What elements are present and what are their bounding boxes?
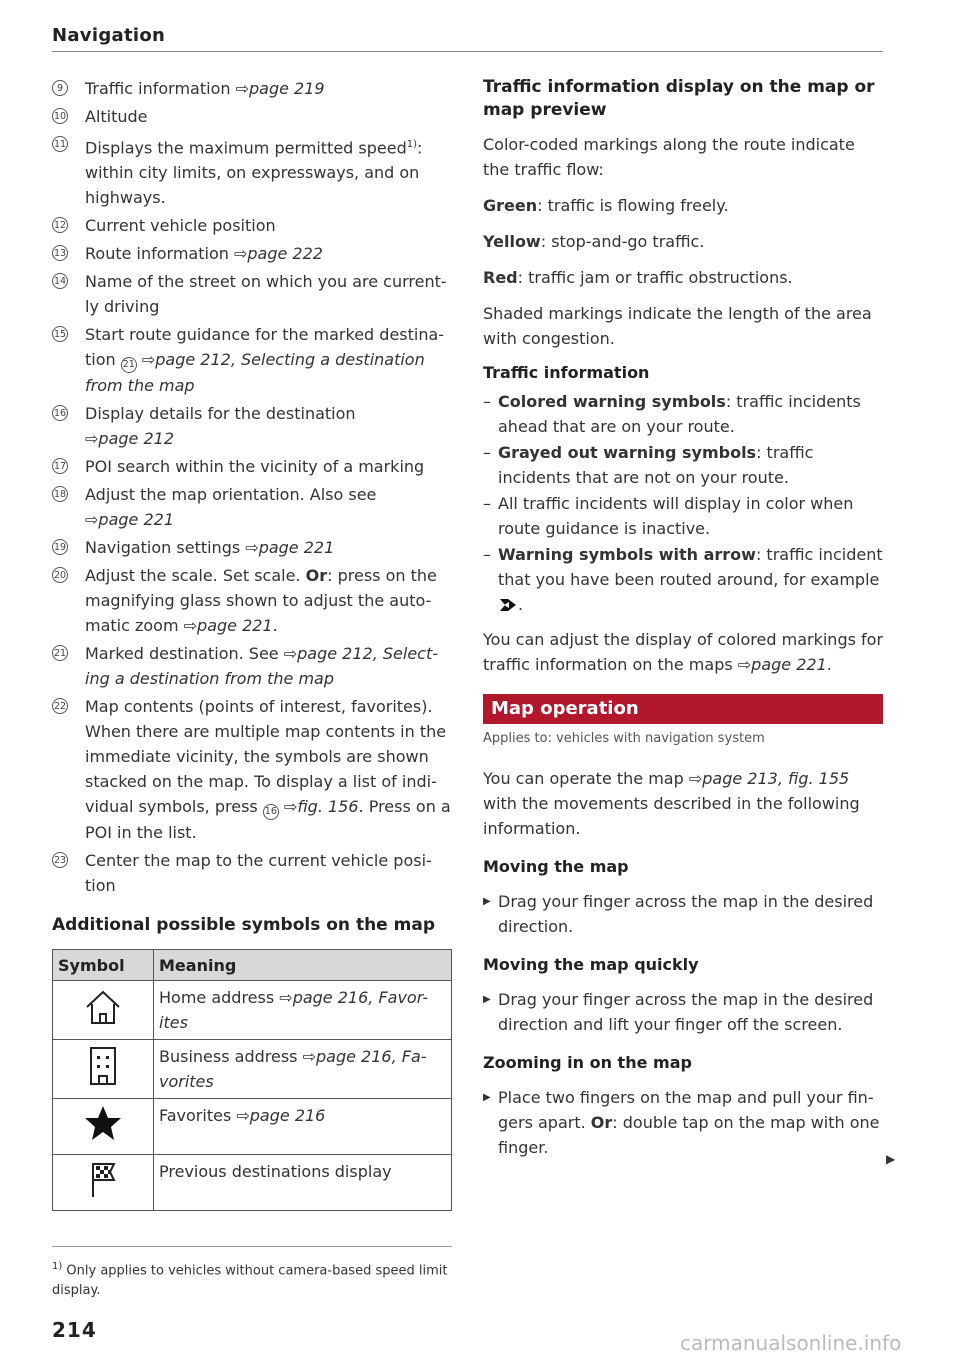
list-item: – Warning symbols with arrow: traffic incident that you have been routed around, for example .	[483, 542, 883, 617]
warning-arrow-icon	[498, 597, 518, 613]
header-divider	[52, 51, 883, 52]
operate-text-body: You can operate the map	[483, 769, 689, 788]
page-ref-link[interactable]: page 216, Favor-ites	[159, 988, 429, 1033]
legend-text: Center the map to the current vehicle posi-tion	[85, 851, 432, 896]
ref-arrow-icon: ⇨	[183, 616, 198, 636]
callout-number: 16	[52, 405, 68, 421]
traffic-display-heading: Traffic information display on the map or map preview	[483, 77, 875, 120]
map-operation-heading-bar	[483, 694, 883, 724]
ref-arrow-icon: ⇨	[141, 350, 156, 370]
ref-arrow-icon: ⇨	[283, 797, 298, 817]
callout-number: 11	[52, 136, 68, 152]
callout-number: 14	[52, 273, 68, 289]
adjust-text-body: You can adjust the display of colored markings for traffic information on the maps	[483, 630, 884, 674]
yellow-label: Yellow	[483, 232, 541, 251]
red-line	[483, 265, 883, 290]
ref-arrow-icon: ⇨	[85, 510, 99, 530]
inline-callout-number: 16	[263, 804, 279, 820]
legend-text: Navigation settings	[85, 538, 246, 558]
green-line	[483, 193, 883, 218]
page-ref-link[interactable]: page 221	[197, 616, 273, 636]
legend-text: Displays the maximum permitted speed	[85, 138, 407, 158]
right-column	[483, 76, 883, 1160]
legend-item-22	[52, 694, 452, 845]
left-column	[52, 76, 452, 1211]
legend-tail: .	[272, 616, 278, 636]
yellow-text: : stop-and-go traffic.	[540, 232, 705, 251]
ref-arrow-icon: ⇨	[283, 644, 298, 664]
zoom-heading: Zooming in on the map	[483, 1053, 692, 1072]
legend-item-16	[52, 401, 452, 451]
green-text: : traffic is flowing freely.	[537, 196, 729, 215]
callout-number: 20	[52, 567, 68, 583]
legend-text: Map contents (points of interest, favorites). When there are multiple map contents in the immediate vicinity, the symbols are shown stacked on the map. To display a list of indi-vidual symbols, press	[85, 697, 447, 817]
legend-item-20	[52, 563, 452, 638]
meaning-cell	[154, 1099, 452, 1155]
page-number: 214	[52, 1318, 97, 1342]
meaning-text: Home address	[159, 988, 280, 1008]
legend-text: Start route guidance for the marked destina-tion	[85, 325, 445, 370]
step-item	[483, 889, 883, 939]
yellow-line	[483, 229, 883, 254]
footnote-text: Only applies to vehicles without camera-based speed limit display.	[52, 1263, 448, 1299]
legend-text-cont: : within city limits, on expressways, and on highways.	[85, 138, 423, 208]
legend-item-13	[52, 241, 452, 266]
operate-text-cont: with the movements described in the following information.	[483, 794, 860, 838]
column-header-symbol: Symbol	[53, 950, 154, 981]
list-item	[483, 389, 883, 439]
inline-callout-number: 21	[121, 357, 137, 373]
page-ref-link[interactable]: page 212, Select-ing a destination from the map	[85, 644, 439, 689]
callout-number: 10	[52, 108, 68, 124]
callout-number: 17	[52, 458, 68, 474]
legend-item-15	[52, 322, 452, 398]
legend-item-14	[52, 269, 452, 319]
ref-arrow-icon: ⇨	[236, 1106, 250, 1126]
page-ref-link[interactable]: page 219	[249, 79, 325, 98]
operate-text	[483, 766, 883, 841]
legend-text: Current vehicle position	[85, 216, 276, 236]
traffic-intro: Color-coded markings along the route indicate the traffic flow:	[483, 135, 855, 179]
table-row	[53, 981, 452, 1040]
symbols-heading: Additional possible symbols on the map	[52, 915, 435, 936]
symbol-cell	[53, 1155, 154, 1211]
symbol-cell	[53, 1040, 154, 1099]
list-item-bold: Colored warning symbols	[498, 392, 726, 411]
page-header-title: Navigation	[52, 25, 166, 46]
map-operation-title: Map operation	[491, 698, 639, 719]
shaded-text: Shaded markings indicate the length of the area with congestion.	[483, 304, 872, 348]
legend-item-17	[52, 454, 452, 479]
footnote-divider	[52, 1246, 452, 1247]
ref-arrow-icon: ⇨	[245, 538, 259, 558]
ref-arrow-icon: ⇨	[688, 769, 703, 788]
step-text: Drag your finger across the map in the desired direction.	[498, 892, 874, 936]
legend-text: POI search within the vicinity of a marking	[85, 457, 425, 477]
list-item-bold: Warning symbols with arrow	[498, 545, 756, 564]
step-text-cont: : double tap on the map with one finger.	[498, 1113, 880, 1157]
red-label: Red	[483, 268, 518, 287]
meaning-text: Favorites	[159, 1106, 237, 1126]
ref-arrow-icon: ⇨	[235, 79, 249, 98]
legend-item-21	[52, 641, 452, 691]
business-icon	[88, 1046, 118, 1086]
legend-item-10	[52, 104, 452, 129]
page-ref-link[interactable]: page 216	[249, 1106, 326, 1126]
table-row	[53, 1040, 452, 1099]
legend-text: Name of the street on which you are current-ly driving	[85, 272, 447, 317]
legend-text: Display details for the destination	[85, 404, 356, 424]
callout-number: 21	[52, 645, 68, 661]
list-item-text: : traffic incidents ahead that are on your route.	[498, 392, 861, 436]
ref-arrow-icon: ⇨	[279, 988, 293, 1008]
meaning-cell	[154, 981, 452, 1040]
legend-text-cont: : press on the magnifying glass shown to adjust the auto-matic zoom	[85, 566, 437, 636]
list-item	[483, 491, 883, 541]
page-ref-link[interactable]: page 221	[258, 538, 335, 558]
callout-number: 12	[52, 217, 68, 233]
meaning-text: Business address	[159, 1047, 303, 1067]
fig-ref-link[interactable]: fig. 156	[297, 797, 359, 817]
watermark: carmanualsonline.info	[680, 1331, 902, 1355]
legend-item-19	[52, 535, 452, 560]
green-label: Green	[483, 196, 538, 215]
page-ref-link[interactable]: page 213, fig. 155	[702, 769, 850, 788]
meaning-cell	[154, 1040, 452, 1099]
page-ref-link[interactable]: page 221	[98, 510, 174, 530]
table-header-row	[53, 950, 452, 981]
step-text: Drag your finger across the map in the desired direction and lift your finger off the screen.	[498, 990, 874, 1034]
callout-number: 23	[52, 852, 68, 868]
step-item	[483, 1085, 883, 1160]
adjust-text: You can adjust the display of colored markings for traffic information on the maps ⇨page 221.	[483, 630, 884, 674]
legend-tail: . Press on a POI in the list.	[85, 797, 451, 843]
legend-text: Traffic information	[85, 79, 236, 98]
meaning-text: Previous destinations display	[159, 1162, 392, 1182]
or-label: Or	[305, 566, 328, 586]
callout-number: 22	[52, 698, 68, 714]
footnote-marker: 1)	[52, 1261, 63, 1272]
symbol-cell	[53, 981, 154, 1040]
page-ref-link[interactable]: page 222	[247, 244, 323, 264]
meaning-cell	[154, 1155, 452, 1211]
moving-heading: Moving the map	[483, 857, 629, 876]
callout-number: 9	[52, 80, 68, 96]
legend-item-23	[52, 848, 452, 898]
page-ref-link[interactable]: page 212, Selecting a destination from the map	[85, 350, 425, 396]
legend-item-11	[52, 132, 452, 210]
home-icon	[83, 987, 123, 1027]
ref-arrow-icon: ⇨	[233, 244, 248, 264]
star-icon	[83, 1103, 123, 1143]
step-text: Place two fingers on the map and pull your fin-gers apart.	[498, 1088, 874, 1132]
symbol-cell	[53, 1099, 154, 1155]
legend-text: Marked destination. See	[85, 644, 284, 664]
page-ref-link[interactable]: page 212	[98, 429, 174, 449]
legend-text: Adjust the scale. Set scale.	[85, 566, 301, 586]
symbols-table	[52, 949, 452, 1211]
red-text: : traffic jam or traffic obstructions.	[517, 268, 793, 287]
continue-arrow-icon: ▶	[886, 1152, 896, 1166]
quick-heading: Moving the map quickly	[483, 955, 699, 974]
footnote	[52, 1257, 452, 1301]
callout-number: 13	[52, 245, 68, 261]
page-ref-link[interactable]: page 221	[751, 655, 827, 674]
ref-arrow-icon: ⇨	[737, 655, 752, 674]
list-item-bold: Grayed out warning symbols	[498, 443, 757, 462]
legend-text: Altitude	[85, 107, 148, 126]
callout-number: 19	[52, 539, 68, 555]
footnote-ref[interactable]: 1)	[406, 139, 418, 150]
list-item-text: All traffic incidents will display in color when route guidance is inactive.	[498, 494, 854, 538]
legend-item-12	[52, 213, 452, 238]
ref-arrow-icon: ⇨	[302, 1047, 316, 1067]
column-header-meaning: Meaning	[154, 950, 452, 981]
list-item-text: : traffic incident that you have been routed around, for example	[498, 545, 883, 589]
step-item	[483, 987, 883, 1037]
legend-text: Adjust the map orientation. Also see	[85, 485, 377, 505]
legend-item-18	[52, 482, 452, 532]
table-row	[53, 1155, 452, 1211]
table-row	[53, 1099, 452, 1155]
legend-text: Route information	[85, 244, 234, 264]
callout-number: 18	[52, 486, 68, 502]
checkered-flag-icon	[88, 1159, 118, 1199]
legend-item-9	[52, 76, 452, 101]
list-item-text: : traffic incidents that are not on your route.	[498, 443, 814, 487]
ref-arrow-icon: ⇨	[85, 429, 99, 449]
applies-to: Applies to: vehicles with navigation system	[483, 731, 765, 746]
traffic-info-heading: Traffic information	[483, 363, 650, 382]
callout-number: 15	[52, 326, 68, 342]
list-item	[483, 440, 883, 490]
page-ref-link[interactable]: page 216, Fa-vorites	[159, 1047, 427, 1092]
or-label: Or	[590, 1113, 613, 1132]
